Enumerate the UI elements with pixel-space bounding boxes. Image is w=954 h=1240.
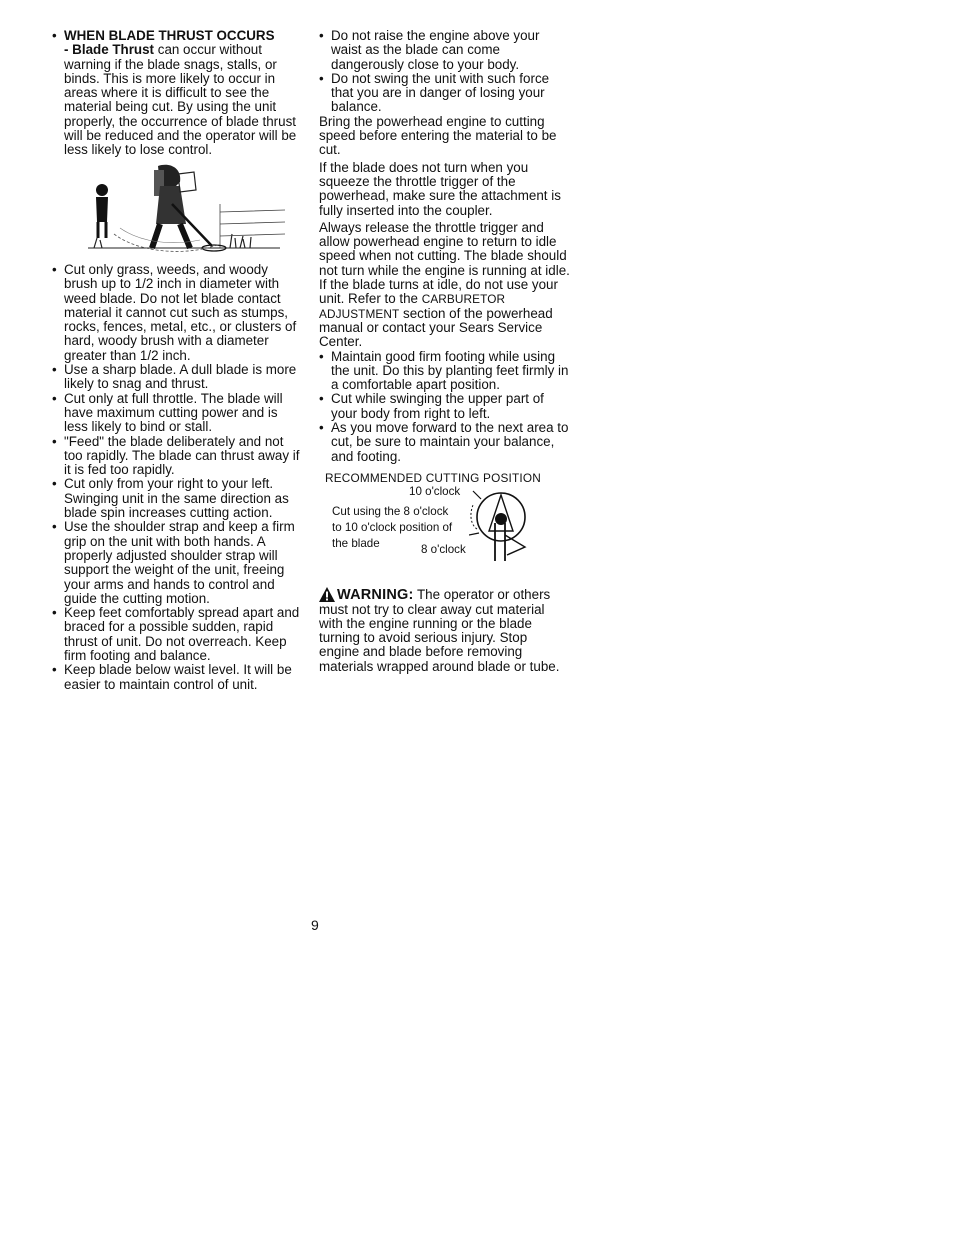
- list-item: • Keep blade below waist level. It will be easier to maintain control of unit.: [52, 663, 300, 692]
- right-column: [319, 29, 571, 674]
- list-item: • Do not raise the engine above your waist as the blade can come dangerously close to your body.: [319, 29, 571, 72]
- warning-title: WARNING:: [337, 587, 414, 604]
- label-cut-line-3: the blade: [332, 537, 380, 551]
- list-item: • As you move forward to the next area to cut, be sure to maintain your balance, and footing.: [319, 421, 571, 464]
- list-item: • Do not swing the unit with such force that you are in danger of losing your balance.: [319, 72, 571, 115]
- warning-icon: [319, 587, 335, 602]
- list-item: • Cut only at full throttle. The blade will have maximum cutting power and is less likely to bind or stall.: [52, 392, 300, 435]
- paragraph-cutting-speed: Bring the powerhead engine to cutting speed before entering the material to be cut.: [319, 113, 557, 158]
- blade-thrust-heading: WHEN BLADE THRUST OCCURS: [64, 28, 275, 43]
- idle-text: Always release the throttle trigger and allow powerhead engine to return to idle speed when not cutting. The blade should not turn while the engine is running at idle. If the blade turns at idle, do not use your unit. Refer to the: [319, 219, 570, 307]
- page-number: 9: [311, 917, 319, 933]
- list-item: • Cut only from your right to your left. Swinging unit in the same direction as blade spin increases cutting action.: [52, 477, 300, 520]
- blade-thrust-text: can occur without warning if the blade snags, stalls, or binds. This is more likely to occur in areas where it is difficult to see the material being cut. By using the unit properly, the occurrence of blade thrust will be reduced and the operator will be less likely to lose control.: [64, 42, 297, 158]
- list-item: • Use the shoulder strap and keep a firm grip on the unit with both hands. A properly adjusted shoulder strap will support the weight of the unit, freeing your arms and hands to control and guide the cutting motion.: [52, 520, 300, 606]
- blade-diagram: [469, 485, 539, 565]
- label-cut-line-1: Cut using the 8 o'clock: [332, 505, 449, 519]
- blade-thrust-label: - Blade Thrust: [64, 42, 155, 58]
- cutting-position-figure: [319, 485, 571, 581]
- left-column: [52, 29, 300, 692]
- paragraph-coupler: If the blade does not turn when you squeeze the throttle trigger of the powerhead, make sure the attachment is fully inserted into the coupler.: [319, 159, 561, 218]
- figure-caption: RECOMMENDED CUTTING POSITION: [325, 470, 541, 485]
- paragraph-idle: [319, 221, 571, 350]
- carburetor-adjustment-ref: CARBURETOR ADJUSTMENT: [319, 292, 506, 321]
- list-item: • Cut while swinging the upper part of your body from right to left.: [319, 392, 571, 421]
- list-item: • Maintain good firm footing while using the unit. Do this by planting feet firmly in a comfortable apart position.: [319, 350, 571, 393]
- warning-text: The operator or others must not try to clear away cut material with the engine running or the blade turning to avoid serious injury. Stop engine and blade before removing materials wrapped around blade or tube.: [319, 587, 560, 674]
- list-item: • Cut only grass, weeds, and woody brush up to 1/2 inch in diameter with weed blade. Do not let blade contact material it cannot cut such as stumps, rocks, fences, metal, etc., or clusters of hard, woody brush with a diameter greater than 1/2 inch.: [52, 263, 300, 363]
- blade-thrust-section: [52, 29, 300, 158]
- label-10-oclock: 10 o'clock: [409, 485, 461, 499]
- idle-text-end: section of the powerhead manual or contact your Sears Service Center.: [319, 305, 553, 350]
- warning-block: [319, 587, 571, 674]
- list-item: • Use a sharp blade. A dull blade is more likely to snag and thrust.: [52, 363, 300, 392]
- label-cut-line-2: to 10 o'clock position of: [332, 521, 453, 535]
- operator-illustration: [80, 164, 290, 256]
- list-item: • Keep feet comfortably spread apart and braced for a possible sudden, rapid thrust of unit. Do not overreach. Keep firm footing and balance.: [52, 606, 300, 663]
- list-item: • "Feed" the blade deliberately and not too rapidly. The blade can thrust away if it is fed too rapidly.: [52, 435, 300, 478]
- label-8-oclock: 8 o'clock: [421, 543, 466, 557]
